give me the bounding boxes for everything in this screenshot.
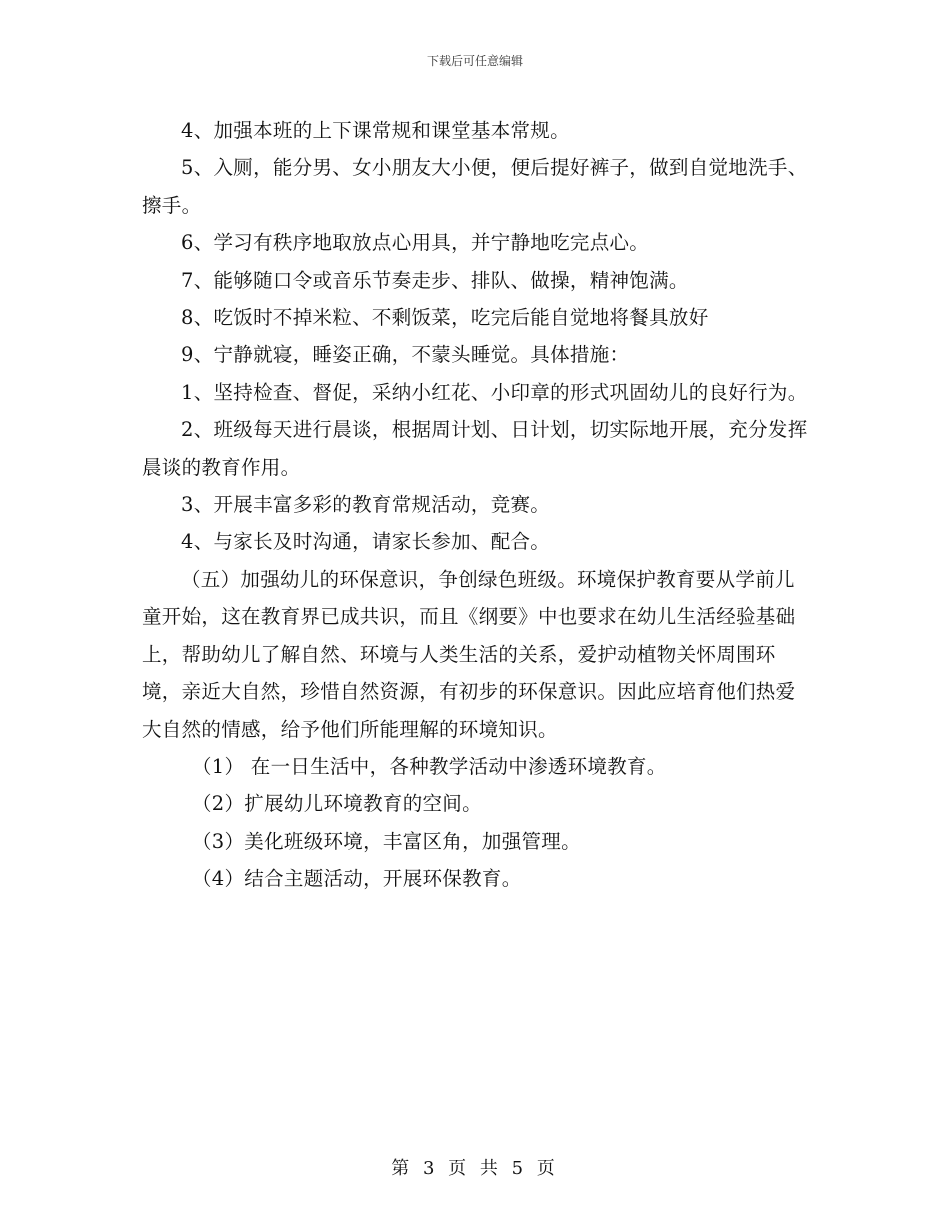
- paragraph: 2、班级每天进行晨谈，根据周计划、日计划，切实际地开展，充分发挥晨谈的教育作用。: [142, 418, 808, 479]
- footer-middle: 页 共: [448, 1158, 502, 1179]
- list-item: （3）美化班级环境，丰富区角，加强管理。: [192, 829, 581, 853]
- footer-total-pages: 5: [511, 1158, 528, 1179]
- document-body: [142, 112, 810, 898]
- footer-suffix: 页: [536, 1158, 559, 1179]
- list-item: （4）结合主题活动，开展环保教育。: [192, 867, 522, 891]
- paragraph: 1、坚持检查、督促，采纳小红花、小印章的形式巩固幼儿的良好行为。: [181, 380, 808, 404]
- list-item: （2）扩展幼儿环境教育的空间。: [192, 792, 482, 816]
- paragraph: 9、宁静就寝，睡姿正确，不蒙头睡觉。具体措施：: [181, 343, 630, 367]
- paragraph: 6、学习有秩序地取放点心用具，并宁静地吃完点心。: [181, 231, 650, 255]
- paragraph: 8、吃饭时不掉米粒、不剩饭菜，吃完后能自觉地将餐具放好: [181, 306, 709, 330]
- page-footer: [0, 1154, 950, 1180]
- paragraph: 4、与家长及时沟通，请家长参加、配合。: [181, 530, 551, 554]
- paragraph: （五）加强幼儿的环保意识，争创绿色班级。环境保护教育要从学前儿童开始，这在教育界已成共识，而且《纲要》中也要求在幼儿生活经验基础上，帮助幼儿了解自然、环境与人类生活的关系，爱护动植物关怀周围环境，亲近大自然，珍惜自然资源，有初步的环保意识。因此应培育他们热爱大自然的情感，给予他们所能理解的环境知识。: [142, 567, 796, 741]
- list-item: （1） 在一日生活中，各种教学活动中渗透环境教育。: [192, 754, 667, 778]
- paragraph: 5、入厕，能分男、女小朋友大小便，便后提好裤子，做到自觉地洗手、擦手。: [142, 156, 808, 217]
- footer-current-page: 3: [422, 1158, 439, 1179]
- page-header: 下载后可任意编辑: [426, 54, 523, 68]
- footer-prefix: 第: [391, 1158, 414, 1179]
- paragraph: 4、加强本班的上下课常规和课堂基本常规。: [181, 119, 570, 142]
- paragraph: 3、开展丰富多彩的教育常规活动，竞赛。: [181, 493, 551, 517]
- paragraph: 7、能够随口令或音乐节奏走步、排队、做操，精神饱满。: [181, 268, 689, 292]
